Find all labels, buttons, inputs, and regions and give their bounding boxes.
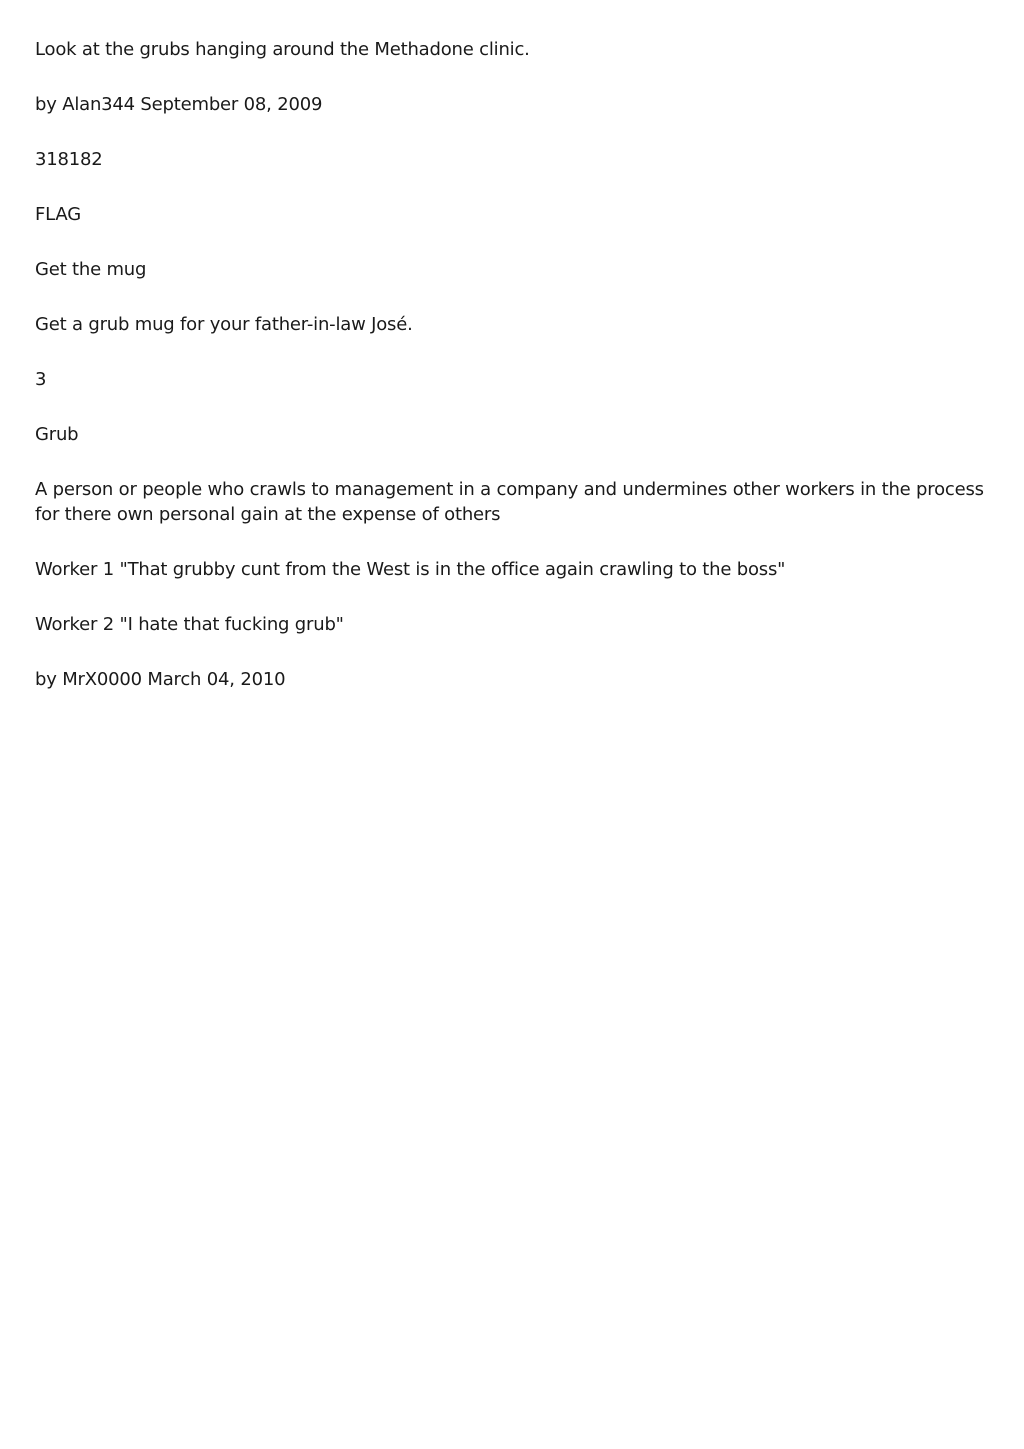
entry-example-line-1: Worker 1 "That grubby cunt from the West is in the office again crawling to the boss" — [35, 559, 786, 580]
vote-count[interactable]: 318182 — [35, 149, 103, 170]
entry-word[interactable]: Grub — [35, 424, 79, 445]
entry-byline-2[interactable]: by MrX0000 March 04, 2010 — [35, 669, 286, 690]
entry-byline[interactable]: by Alan344 September 08, 2009 — [35, 94, 323, 115]
entry-example: Look at the grubs hanging around the Methadone clinic. — [35, 39, 530, 60]
entry-definition: A person or people who crawls to management in a company and undermines other workers in the process for there own personal gain at the expense of others — [35, 479, 984, 525]
entry-rank: 3 — [35, 369, 47, 390]
page-content — [35, 37, 985, 692]
flag-button[interactable]: FLAG — [35, 204, 81, 225]
entry-example-line-2: Worker 2 "I hate that fucking grub" — [35, 614, 344, 635]
get-mug-link[interactable]: Get the mug — [35, 259, 147, 280]
mug-promo-text[interactable]: Get a grub mug for your father-in-law José. — [35, 314, 413, 335]
